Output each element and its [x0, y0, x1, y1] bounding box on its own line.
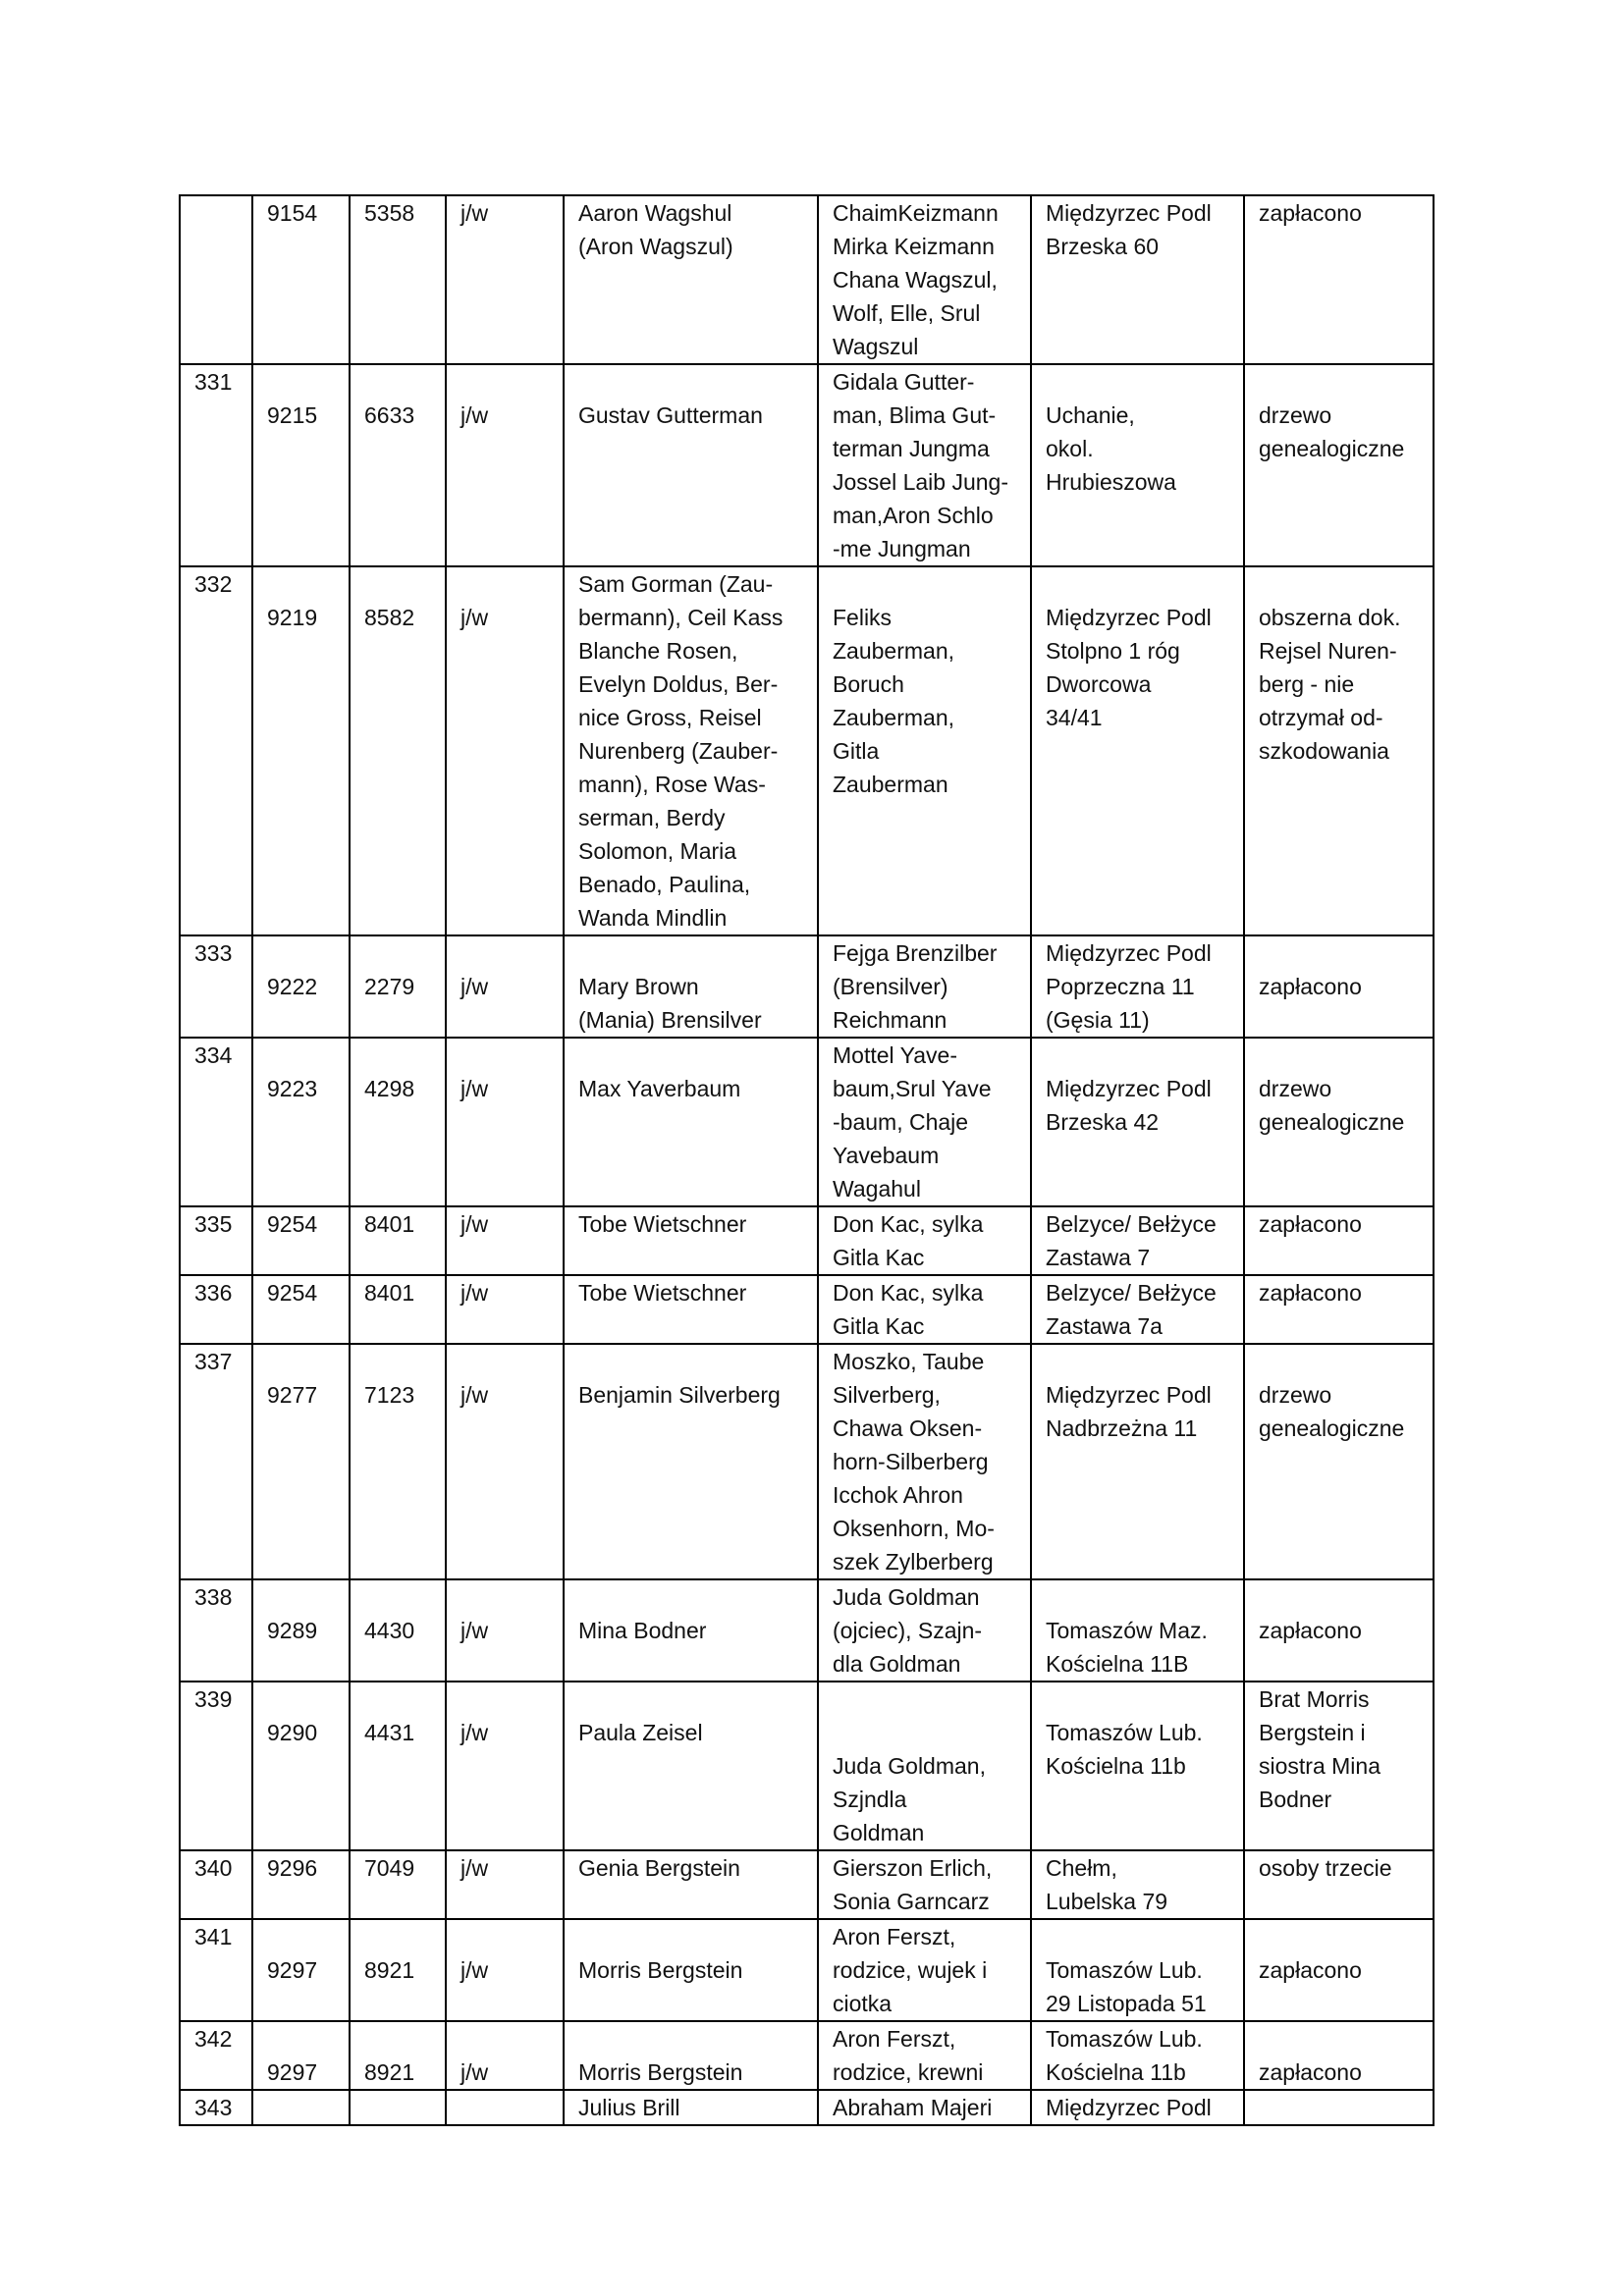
type-cell: j/w	[446, 1038, 564, 1206]
row-number-cell: 342	[180, 2021, 252, 2090]
applicant-cell: Aaron Wagshul (Aron Wagszul)	[564, 195, 818, 364]
type-cell: j/w	[446, 566, 564, 935]
file-number-cell: 5358	[350, 195, 446, 364]
row-number-cell: 331	[180, 364, 252, 566]
file-number-cell: 2279	[350, 935, 446, 1038]
row-number-cell: 341	[180, 1919, 252, 2021]
owners-cell: Abraham Majeri	[818, 2090, 1031, 2125]
file-number-cell: 7049	[350, 1850, 446, 1919]
table-row	[180, 1682, 1434, 1850]
remarks-cell: Brat Morris Bergstein i siostra Mina Bodner	[1244, 1682, 1434, 1850]
row-number-cell: 340	[180, 1850, 252, 1919]
applicant-cell: Morris Bergstein	[564, 2021, 818, 2090]
case-number-cell: 9290	[252, 1682, 350, 1850]
case-number-cell: 9296	[252, 1850, 350, 1919]
case-number-cell: 9154	[252, 195, 350, 364]
address-cell: Uchanie, okol. Hrubieszowa	[1031, 364, 1244, 566]
case-number-cell: 9289	[252, 1579, 350, 1682]
applicant-cell: Mina Bodner	[564, 1579, 818, 1682]
case-number-cell: 9222	[252, 935, 350, 1038]
type-cell: j/w	[446, 1919, 564, 2021]
row-number-cell: 336	[180, 1275, 252, 1344]
remarks-cell: zapłacono	[1244, 1275, 1434, 1344]
address-cell: Belzyce/ Bełżyce Zastawa 7	[1031, 1206, 1244, 1275]
applicant-cell: Paula Zeisel	[564, 1682, 818, 1850]
case-number-cell: 9254	[252, 1206, 350, 1275]
address-cell: Międzyrzec Podl Nadbrzeżna 11	[1031, 1344, 1244, 1579]
table-row	[180, 1275, 1434, 1344]
address-cell: Międzyrzec Podl Poprzeczna 11 (Gęsia 11)	[1031, 935, 1244, 1038]
owners-cell: Juda Goldman (ojciec), Szajn- dla Goldman	[818, 1579, 1031, 1682]
row-number-cell: 337	[180, 1344, 252, 1579]
remarks-cell	[1244, 2090, 1434, 2125]
address-cell: Belzyce/ Bełżyce Zastawa 7a	[1031, 1275, 1244, 1344]
address-cell: Międzyrzec Podl Brzeska 60	[1031, 195, 1244, 364]
owners-cell: ChaimKeizmann Mirka Keizmann Chana Wagszul, Wolf, Elle, Srul Wagszul	[818, 195, 1031, 364]
address-cell: Tomaszów Maz. Kościelna 11B	[1031, 1579, 1244, 1682]
remarks-cell: osoby trzecie	[1244, 1850, 1434, 1919]
remarks-cell: drzewo genealogiczne	[1244, 1344, 1434, 1579]
applicant-cell: Tobe Wietschner	[564, 1206, 818, 1275]
row-number-cell: 343	[180, 2090, 252, 2125]
table-row	[180, 2021, 1434, 2090]
row-number-cell: 332	[180, 566, 252, 935]
type-cell: j/w	[446, 1206, 564, 1275]
case-number-cell: 9223	[252, 1038, 350, 1206]
file-number-cell: 8401	[350, 1206, 446, 1275]
case-number-cell: 9277	[252, 1344, 350, 1579]
address-cell: Tomaszów Lub. Kościelna 11b	[1031, 2021, 1244, 2090]
remarks-cell: zapłacono	[1244, 1206, 1434, 1275]
table-row	[180, 1919, 1434, 2021]
type-cell: j/w	[446, 1850, 564, 1919]
case-number-cell: 9215	[252, 364, 350, 566]
owners-cell: Aron Ferszt, rodzice, krewni	[818, 2021, 1031, 2090]
case-number-cell: 9297	[252, 2021, 350, 2090]
file-number-cell: 8582	[350, 566, 446, 935]
file-number-cell: 6633	[350, 364, 446, 566]
remarks-cell: drzewo genealogiczne	[1244, 1038, 1434, 1206]
address-cell: Chełm, Lubelska 79	[1031, 1850, 1244, 1919]
case-number-cell: 9219	[252, 566, 350, 935]
table-row	[180, 1344, 1434, 1579]
records-table-body	[180, 195, 1434, 2125]
type-cell: j/w	[446, 1344, 564, 1579]
type-cell: j/w	[446, 1682, 564, 1850]
remarks-cell: obszerna dok. Rejsel Nuren- berg - nie otrzymał od- szkodowania	[1244, 566, 1434, 935]
file-number-cell: 4430	[350, 1579, 446, 1682]
file-number-cell: 8921	[350, 1919, 446, 2021]
row-number-cell: 334	[180, 1038, 252, 1206]
row-number-cell: 335	[180, 1206, 252, 1275]
table-row	[180, 195, 1434, 364]
applicant-cell: Sam Gorman (Zau- bermann), Ceil Kass Blanche Rosen, Evelyn Doldus, Ber- nice Gross, Reisel Nurenberg (Zauber- mann), Rose Was- serman, Berdy Solomon, Maria Benado, Paulina, Wanda Mindlin	[564, 566, 818, 935]
file-number-cell: 8401	[350, 1275, 446, 1344]
file-number-cell: 8921	[350, 2021, 446, 2090]
owners-cell: Mottel Yave- baum,Srul Yave -baum, Chaje Yavebaum Wagahul	[818, 1038, 1031, 1206]
table-row	[180, 1850, 1434, 1919]
applicant-cell: Mary Brown (Mania) Brensilver	[564, 935, 818, 1038]
remarks-cell: zapłacono	[1244, 195, 1434, 364]
owners-cell: Gidala Gutter- man, Blima Gut- terman Jungma Jossel Laib Jung- man,Aron Schlo -me Jungman	[818, 364, 1031, 566]
address-cell: Międzyrzec Podl	[1031, 2090, 1244, 2125]
applicant-cell: Max Yaverbaum	[564, 1038, 818, 1206]
type-cell: j/w	[446, 1275, 564, 1344]
remarks-cell: drzewo genealogiczne	[1244, 364, 1434, 566]
owners-cell: Don Kac, sylka Gitla Kac	[818, 1275, 1031, 1344]
owners-cell: Feliks Zauberman, Boruch Zauberman, Gitla Zauberman	[818, 566, 1031, 935]
applicant-cell: Gustav Gutterman	[564, 364, 818, 566]
file-number-cell	[350, 2090, 446, 2125]
row-number-cell: 333	[180, 935, 252, 1038]
remarks-cell: zapłacono	[1244, 2021, 1434, 2090]
table-row	[180, 1206, 1434, 1275]
type-cell: j/w	[446, 1579, 564, 1682]
case-number-cell: 9254	[252, 1275, 350, 1344]
type-cell: j/w	[446, 195, 564, 364]
remarks-cell: zapłacono	[1244, 1919, 1434, 2021]
row-number-cell: 338	[180, 1579, 252, 1682]
type-cell: j/w	[446, 935, 564, 1038]
table-row	[180, 364, 1434, 566]
file-number-cell: 4431	[350, 1682, 446, 1850]
type-cell: j/w	[446, 364, 564, 566]
owners-cell: Fejga Brenzilber (Brensilver) Reichmann	[818, 935, 1031, 1038]
table-row	[180, 2090, 1434, 2125]
address-cell: Międzyrzec Podl Stolpno 1 róg Dworcowa 34/41	[1031, 566, 1244, 935]
table-row	[180, 1579, 1434, 1682]
owners-cell: Gierszon Erlich, Sonia Garncarz	[818, 1850, 1031, 1919]
address-cell: Tomaszów Lub. Kościelna 11b	[1031, 1682, 1244, 1850]
owners-cell: Juda Goldman, Szjndla Goldman	[818, 1682, 1031, 1850]
type-cell	[446, 2090, 564, 2125]
type-cell: j/w	[446, 2021, 564, 2090]
owners-cell: Moszko, Taube Silverberg, Chawa Oksen- horn-Silberberg Icchok Ahron Oksenhorn, Mo- szek Zylberberg	[818, 1344, 1031, 1579]
records-table	[179, 194, 1435, 2126]
address-cell: Tomaszów Lub. 29 Listopada 51	[1031, 1919, 1244, 2021]
address-cell: Międzyrzec Podl Brzeska 42	[1031, 1038, 1244, 1206]
table-row	[180, 935, 1434, 1038]
applicant-cell: Genia Bergstein	[564, 1850, 818, 1919]
applicant-cell: Tobe Wietschner	[564, 1275, 818, 1344]
remarks-cell: zapłacono	[1244, 935, 1434, 1038]
file-number-cell: 4298	[350, 1038, 446, 1206]
owners-cell: Aron Ferszt, rodzice, wujek i ciotka	[818, 1919, 1031, 2021]
case-number-cell: 9297	[252, 1919, 350, 2021]
applicant-cell: Morris Bergstein	[564, 1919, 818, 2021]
owners-cell: Don Kac, sylka Gitla Kac	[818, 1206, 1031, 1275]
table-row	[180, 566, 1434, 935]
table-row	[180, 1038, 1434, 1206]
applicant-cell: Benjamin Silverberg	[564, 1344, 818, 1579]
remarks-cell: zapłacono	[1244, 1579, 1434, 1682]
row-number-cell	[180, 195, 252, 364]
row-number-cell: 339	[180, 1682, 252, 1850]
file-number-cell: 7123	[350, 1344, 446, 1579]
case-number-cell	[252, 2090, 350, 2125]
applicant-cell: Julius Brill	[564, 2090, 818, 2125]
